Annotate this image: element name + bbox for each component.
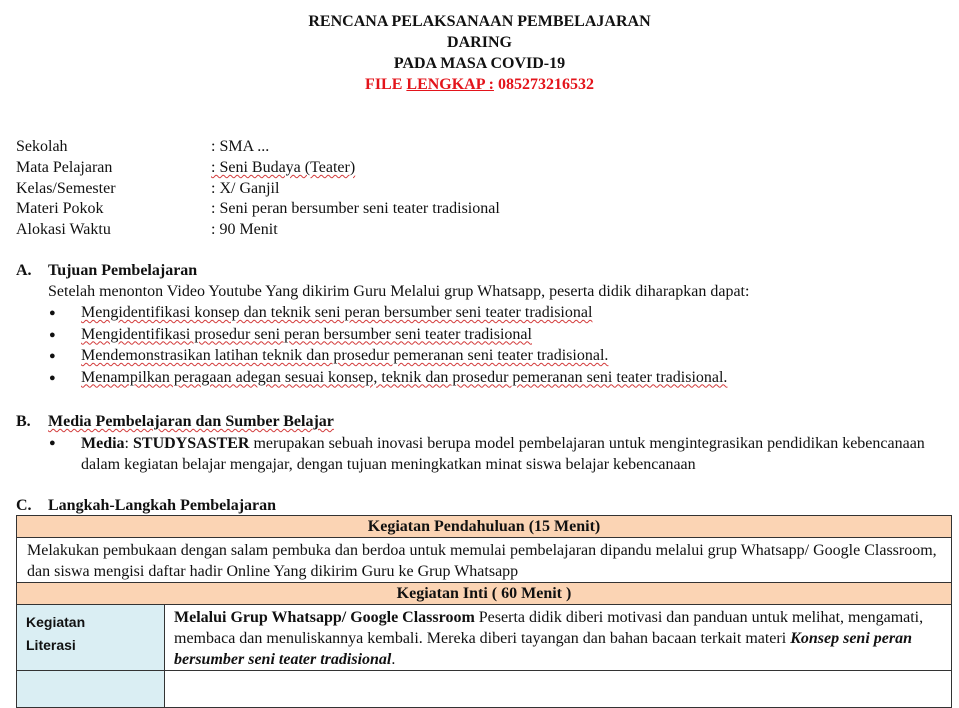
pendahuluan-text: Melakukan pembukaan dengan salam pembuka dan berdoa untuk memulai pembelajaran dipandu melalui grup Whatsapp/ Google Classroom, dan siswa mengisi daftar hadir Online Yang dikirim Guru ke Grup Whatsapp xyxy=(17,538,952,583)
media-description: merupakan sebuah inovasi berupa model pembelajaran untuk mengintegrasikan pendidikan kebencanaan dalam kegiatan belajar mengajar, dengan tujuan meningkatkan minat siswa belajar kebencanaan xyxy=(81,435,925,473)
identity-row xyxy=(16,158,500,179)
identity-label: Materi Pokok xyxy=(16,200,104,218)
list-item-text: Menampilkan peragaan adegan sesuai konsep, teknik dan prosedur pemeranan seni teater tradisional. xyxy=(81,368,728,386)
media-label: Media xyxy=(81,435,125,452)
literasi-italic: Konsep seni peran bersumber seni teater tradisional xyxy=(174,630,912,668)
file-lengkap-line xyxy=(0,74,959,95)
table-row xyxy=(17,516,952,538)
next-label-cell xyxy=(17,671,165,708)
list-item xyxy=(16,368,946,390)
list-item xyxy=(16,433,946,475)
section-letter: B. xyxy=(16,413,31,430)
section-title: Tujuan Pembelajaran xyxy=(48,262,198,279)
table-row xyxy=(17,605,952,671)
literasi-label-1: Kegiatan xyxy=(26,614,86,630)
list-item xyxy=(16,346,946,368)
list-item xyxy=(16,325,946,347)
identity-label: Kelas/Semester xyxy=(16,179,116,197)
table-row xyxy=(17,671,952,708)
title-line-3: PADA MASA COVID-19 xyxy=(393,55,566,72)
identity-row xyxy=(16,199,500,220)
table-row xyxy=(17,538,952,583)
identity-value: : Seni peran bersumber seni teater tradisional xyxy=(211,200,500,218)
identity-value: : 90 Menit xyxy=(211,221,278,239)
section-letter: A. xyxy=(16,262,32,279)
section-tujuan xyxy=(16,261,946,389)
identity-value: : Seni Budaya (Teater) xyxy=(211,158,356,176)
literasi-label-2: Literasi xyxy=(26,637,76,653)
identity-label: Sekolah xyxy=(16,138,68,155)
table-row xyxy=(17,583,952,605)
literasi-text-cell xyxy=(165,605,952,671)
list-item-text: Mendemonstrasikan latihan teknik dan prosedur pemeranan seni teater tradisional. xyxy=(81,347,609,364)
section-heading xyxy=(16,412,946,433)
identity-block xyxy=(16,137,500,241)
document-title xyxy=(0,11,959,95)
next-text-cell xyxy=(165,671,952,708)
section-title: Media Pembelajaran dan Sumber Belajar xyxy=(48,413,334,430)
identity-value: : SMA ... xyxy=(211,138,270,155)
identity-row xyxy=(16,220,500,241)
literasi-end: . xyxy=(391,651,396,668)
title-line-2: DARING xyxy=(447,34,512,51)
media-list xyxy=(16,433,946,475)
pendahuluan-header: Kegiatan Pendahuluan (15 Menit) xyxy=(17,516,952,538)
title-line-1: RENCANA PELAKSANAAN PEMBELAJARAN xyxy=(308,13,651,30)
section-media xyxy=(16,412,946,475)
identity-row xyxy=(16,137,500,158)
file-prefix: FILE xyxy=(365,76,407,93)
identity-row xyxy=(16,179,500,200)
literasi-bold: Melalui Grup Whatsapp/ Google Classroom xyxy=(174,609,475,626)
section-heading xyxy=(16,261,946,282)
literasi-text: Peserta didik diberi motivasi dan panduan untuk melihat, mengamati, membaca dan menuliskannya kembali. Mereka diberi tayangan dan bahan bacaan terkait materi xyxy=(174,609,924,647)
section-langkah xyxy=(16,496,946,517)
literasi-label-cell xyxy=(17,605,165,671)
section-intro: Setelah menonton Video Youtube Yang dikirim Guru Melalui grup Whatsapp, peserta didik diharapkan dapat: xyxy=(48,283,750,300)
section-heading xyxy=(16,496,946,517)
media-name: STUDYSASTER xyxy=(133,435,250,452)
media-separator: : xyxy=(124,435,133,452)
file-phone-number: 085273216532 xyxy=(493,76,594,93)
list-item-text: Mengidentifikasi konsep dan teknik seni peran bersumber seni teater tradisional xyxy=(81,304,593,321)
section-title: Langkah-Langkah Pembelajaran xyxy=(48,497,277,514)
inti-header: Kegiatan Inti ( 60 Menit ) xyxy=(17,583,952,605)
list-item-text: Mengidentifikasi prosedur seni peran bersumber seni teater tradisional xyxy=(81,325,532,343)
tujuan-list xyxy=(16,303,946,389)
section-letter: C. xyxy=(16,497,32,514)
identity-label: Alokasi Waktu xyxy=(16,221,111,239)
langkah-table xyxy=(16,515,952,708)
list-item xyxy=(16,303,946,325)
file-lengkap-link[interactable]: LENGKAP : xyxy=(406,76,494,93)
identity-label: Mata Pelajaran xyxy=(16,158,113,176)
identity-value: : X/ Ganjil xyxy=(211,179,280,197)
